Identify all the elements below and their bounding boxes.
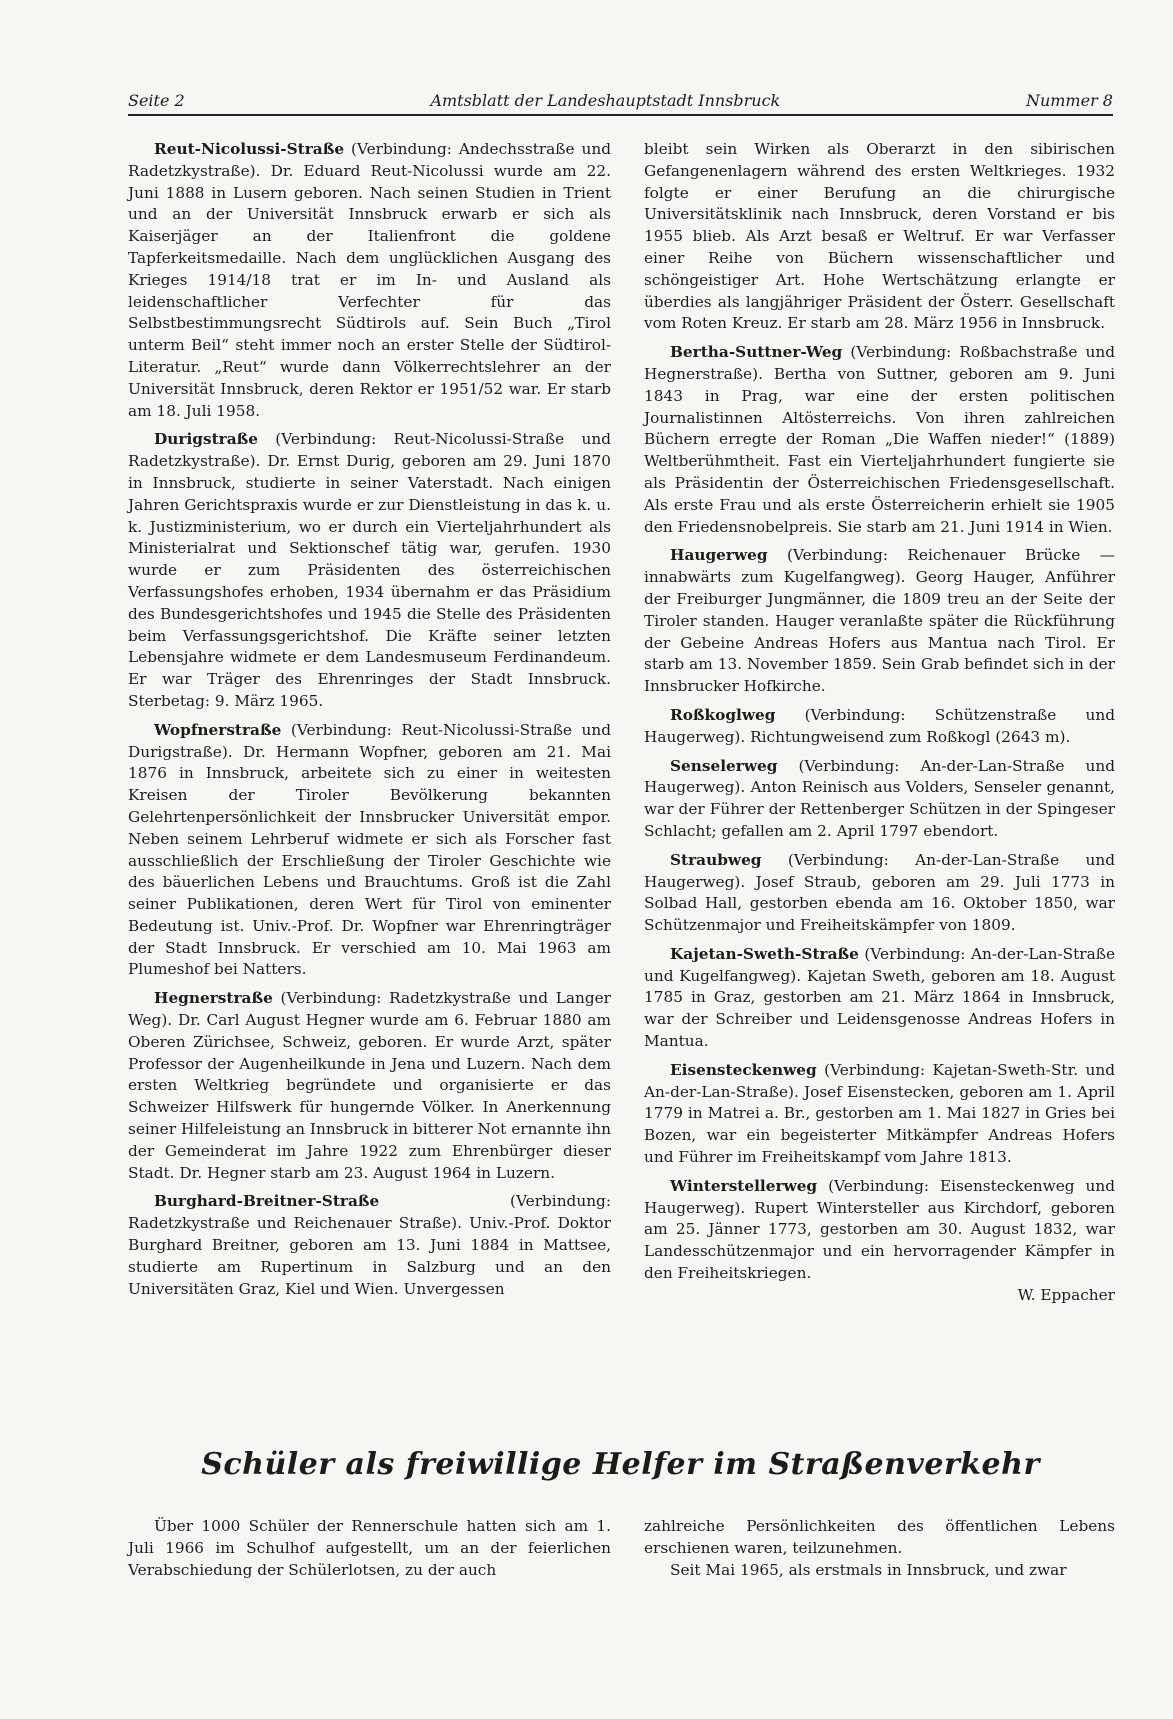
entry-suttner (644, 342, 1115, 538)
entry-text: (Verbindung: Schützenstraße und Haugerweg). Richtungweisend zum Roßkogl (2643 m). (644, 705, 1115, 746)
entry-text: (Verbindung: Radetzkystraße und Reichenauer Straße). Univ.-Prof. Doktor Burghard Breitner, geboren am 13. Juni 1884 in Mattsee, studierte am Rupertinum in Salzburg und an den Universitäten Graz, Kiel und Wien. Unvergessen (128, 1192, 611, 1298)
entry-term: Wopfnerstraße (154, 720, 282, 739)
entry-text: (Verbindung: An-der-Lan-Straße und Haugerweg). Anton Reinisch aus Volders, Senseler genannt, war der Führer der Rettenberger Schützen in der Spingeser Schlacht; gefallen am 2. April 1797 ebendort. (644, 756, 1115, 840)
article-paragraph: zahlreiche Persönlichkeiten des öffentlichen Lebens erschienen waren, teilzunehmen. (644, 1517, 1115, 1557)
right-column (644, 139, 1115, 1314)
entry-hauger (644, 545, 1115, 698)
author-signature: W. Eppacher (1017, 1285, 1115, 1304)
entry-text: bleibt sein Wirken als Oberarzt in den sibirischen Gefangenenlagern während des ersten Weltkrieges. 1932 folgte er einer Berufung an die chirurgische Universitätsklinik nach Innsbruck, deren Vorstand er bis 1955 blieb. Als Arzt besaß er Weltruf. Er war Verfasser einer Reihe von Büchern wissenschaftlicher und schöngeistiger Art. Hohe Wertschätzung erlangte er überdies als langjähriger Präsident der Österr. Gesellschaft vom Roten Kreuz. Er starb am 28. März 1956 in Innsbruck. (644, 140, 1115, 333)
entry-breitner (128, 1191, 611, 1300)
entry-text: (Verbindung: Reichenauer Brücke — innabwärts zum Kugelfangweg). Georg Hauger, Anführer der Freiburger Jungmänner, die 1809 treu an der Seite der Tiroler standen. Hauger veranlaßte später die Rückführung der Gebeine Andreas Hofers aus Mantua nach Tirol. Er starb am 13. November 1859. Sein Grab befindet sich in der Innsbrucker Hofkirche. (644, 546, 1115, 696)
entry-term: Winterstellerweg (670, 1176, 818, 1195)
entry-term: Senselerweg (670, 756, 778, 775)
entry-term: Durigstraße (154, 430, 258, 449)
entry-term: Kajetan-Sweth-Straße (670, 944, 859, 963)
article-right-column (644, 1515, 1115, 1581)
article-left-column (128, 1515, 611, 1581)
left-column (128, 139, 611, 1307)
article-headline: Schüler als freiwillige Helfer im Straßenverkehr (201, 1447, 1040, 1482)
entry-breitner-cont (644, 139, 1115, 335)
entry-term: Reut-Nicolussi-Straße (154, 140, 345, 158)
entry-sweth (644, 944, 1115, 1053)
entry-text: (Verbindung: Reut-Nicolussi-Straße und Durigstraße). Dr. Hermann Wopfner, geboren am 21. Mai 1876 in Innsbruck, arbeitete sich zu einer in weitesten Kreisen der Tiroler Bevölkerung bekannten Gelehrtenpersönlichkeit der Innsbrucker Universität empor. Neben seinem Lehrberuf widmete er sich als Forscher fast ausschließlich der Erschließung der Tiroler Geschichte wie des bäuerlichen Lebens und Brauchtums. Groß ist die Zahl seiner Publikationen, deren Wert für Tirol von eminenter Bedeutung ist. Univ.-Prof. Dr. Wopfner war Ehrenringträger der Stadt Innsbruck. Er verschied am 10. Mai 1963 am Plumeshof bei Natters. (128, 720, 611, 979)
entry-text: (Verbindung: Kajetan-Sweth-Str. und An-der-Lan-Straße). Josef Eisenstecken, geboren am 1. April 1779 in Matrei a. Br., gestorben am 1. Mai 1827 in Gries bei Bozen, war ein begeisterter Mitkämpfer Andreas Hofers und Führer im Freiheitskampf vom Jahre 1813. (644, 1060, 1115, 1167)
issue-number: Nummer 8 (1025, 91, 1113, 110)
publication-title: Amtsblatt der Landeshauptstadt Innsbruck (430, 91, 781, 110)
entry-term: Bertha-Suttner-Weg (670, 343, 843, 362)
entry-eisenstecken (644, 1060, 1115, 1169)
entry-wopfner (128, 720, 611, 982)
page-number: Seite 2 (128, 91, 185, 110)
entry-text: (Verbindung: Reut-Nicolussi-Straße und Radetzkystraße). Dr. Ernst Durig, geboren am 29. Juni 1870 in Innsbruck, studierte in seiner Vaterstadt. Nach einigen Jahren Gerichtspraxis wurde er zur Dienstleistung in das k. u. k. Justizministerium, wo er durch ein Vierteljahrhundert als Ministerialrat und Sektionschef tätig war, gerufen. 1930 wurde er zum Präsidenten des österreichischen Verfassungshofes erhoben, 1934 übernahm er das Präsidium des Bundesgerichtshofes und 1945 die Stelle des Präsidenten beim Verfassungsgerichtshof. Die Kräfte seiner letzten Lebensjahre widmete er dem Landesmuseum Ferdinandeum. Er war Träger des Ehrenringes der Stadt Innsbruck. Sterbetag: 9. März 1965. (128, 430, 611, 710)
entry-term: Straubweg (670, 850, 762, 869)
page-header (128, 86, 1113, 110)
entry-text: (Verbindung: Roßbachstraße und Hegnerstraße). Bertha von Suttner, geboren am 9. Juni 1843 in Prag, war eine der ersten politischen Journalistinnen Altösterreichs. Von ihren zahlreichen Büchern erregte der Roman „Die Waffen nieder!“ (1889) Weltberühmtheit. Fast ein Vierteljahrhundert fungierte sie als Präsidentin der Österreichischen Friedensgesellschaft. Als erste Frau und als erste Österreicherin erhielt sie 1905 den Friedensnobelpreis. Sie starb am 21. Juni 1914 in Wien. (644, 343, 1115, 536)
entry-text: (Verbindung: An-der-Lan-Straße und Haugerweg). Josef Straub, geboren am 29. Juli 1773 in Solbad Hall, gestorben ebenda am 16. Oktober 1850, war Schützenmajor und Freiheitskämpfer von 1809. (644, 850, 1115, 935)
entry-term: Hegnerstraße (154, 989, 273, 1008)
entry-rosskogl (644, 705, 1115, 749)
entry-term: Burghard-Breitner-Straße (154, 1192, 380, 1211)
entry-text: (Verbindung: Andechsstraße und Radetzkystraße). Dr. Eduard Reut-Nicolussi wurde am 22. Juni 1888 in Lusern geboren. Nach seinen Studien in Trient und an der Universität Innsbruck erwarb er sich als Kaiserjäger an der Italienfront die goldene Tapferkeitsmedaille. Nach dem unglücklichen Ausgang des Krieges 1914/18 trat er im In- und Ausland als leidenschaftlicher Verfechter für das Selbstbestimmungsrecht Südtirols auf. Sein Buch „Tirol unterm Beil“ steht immer noch an erster Stelle der Südtirol-Literatur. „Reut“ wurde dann Völkerrechtslehrer an der Universität Innsbruck, deren Rektor er 1951/52 war. Er starb am 18. Juli 1958. (128, 140, 611, 420)
entry-hegner (128, 988, 611, 1184)
entry-senseler (644, 756, 1115, 843)
entry-wintersteller (644, 1176, 1115, 1307)
article-paragraph: Seit Mai 1965, als erstmals in Innsbruck, und zwar (670, 1561, 1067, 1579)
article-paragraph: Über 1000 Schüler der Rennerschule hatten sich am 1. Juli 1966 im Schulhof aufgestellt, um an der feierlichen Verabschiedung der Schülerlotsen, zu der auch (128, 1517, 611, 1579)
entry-term: Haugerweg (670, 546, 768, 565)
entry-straub (644, 850, 1115, 937)
entry-text: (Verbindung: Radetzkystraße und Langer Weg). Dr. Carl August Hegner wurde am 6. Februar 1880 am Oberen Zürichsee, Schweiz, geboren. Er wurde Arzt, später Professor der Augenheilkunde in Jena und Luzern. Nach dem ersten Weltkrieg begründete und organisierte er das Schweizer Hilfswerk für hungernde Völker. In Anerkennung seiner Hilfeleistung an Innsbruck in bitterer Not ernannte ihn der Gemeinderat im Jahre 1922 zum Ehrenbürger dieser Stadt. Dr. Hegner starb am 23. August 1964 in Luzern. (128, 989, 611, 1182)
entry-durig (128, 429, 611, 712)
entry-text: (Verbindung: Eisensteckenweg und Haugerweg). Rupert Wintersteller aus Kirchdorf, geboren am 25. Jänner 1773, gestorben am 30. August 1832, war Landesschützenmajor und ein hervorragender Kämpfer in den Freiheitskriegen. (644, 1176, 1115, 1283)
header-rule (128, 114, 1113, 116)
entry-term: Roßkoglweg (670, 705, 776, 724)
entry-term: Eisensteckenweg (670, 1060, 817, 1079)
entry-reut-nicolussi (128, 139, 611, 422)
entry-text: (Verbindung: An-der-Lan-Straße und Kugelfangweg). Kajetan Sweth, geboren am 18. August 1785 in Graz, gestorben am 21. März 1864 in Innsbruck, war der Schreiber und Leidensgenosse Andreas Hofers in Mantua. (644, 944, 1115, 1051)
